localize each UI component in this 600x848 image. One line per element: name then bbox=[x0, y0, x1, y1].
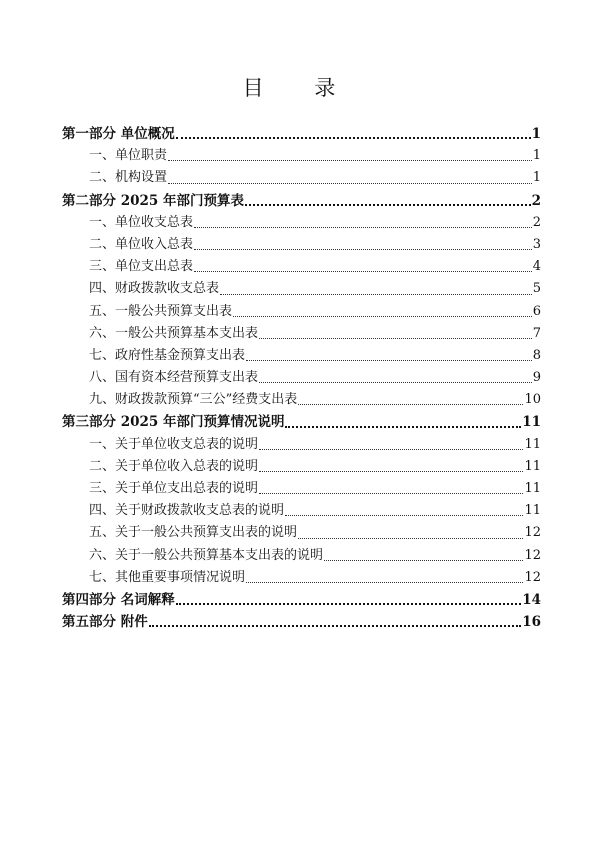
toc-entry-label: 七、其他重要事项情况说明 bbox=[89, 569, 246, 585]
toc-subsection-entry[interactable] bbox=[62, 522, 541, 544]
toc-entry-label: 三、单位支出总表 bbox=[89, 259, 194, 275]
toc-subsection-entry[interactable] bbox=[62, 301, 541, 323]
toc-entry-label: 第四部分 名词解释 bbox=[62, 591, 175, 608]
toc-page-number: 10 bbox=[524, 392, 541, 408]
toc-subsection-entry[interactable] bbox=[62, 478, 541, 500]
toc-entry-label: 六、关于一般公共预算基本支出表的说明 bbox=[89, 547, 324, 563]
toc-section-entry[interactable] bbox=[62, 123, 541, 145]
toc-subsection-entry[interactable] bbox=[62, 367, 541, 389]
toc-page-number: 11 bbox=[522, 414, 541, 431]
toc-page-number: 9 bbox=[532, 370, 541, 386]
toc-dot-leader bbox=[259, 492, 523, 494]
toc-entry-label: 三、关于单位支出总表的说明 bbox=[89, 481, 259, 496]
toc-entry-label: 二、机构设置 bbox=[89, 170, 168, 186]
toc-page-number: 4 bbox=[532, 259, 541, 275]
toc-subsection-entry[interactable] bbox=[62, 323, 541, 345]
toc-dot-leader bbox=[149, 624, 522, 627]
toc-subsection-entry[interactable] bbox=[62, 434, 541, 456]
toc-entry-label: 五、关于一般公共预算支出表的说明 bbox=[89, 525, 298, 541]
toc-entry-label: 一、单位职责 bbox=[89, 148, 168, 164]
toc-dot-leader bbox=[168, 159, 532, 161]
toc-entry-label: 五、一般公共预算支出表 bbox=[89, 303, 233, 319]
toc-subsection-entry[interactable] bbox=[62, 567, 541, 589]
toc-page-number: 7 bbox=[532, 325, 541, 341]
toc-entry-label: 七、政府性基金预算支出表 bbox=[89, 347, 246, 363]
toc-subsection-entry[interactable] bbox=[62, 234, 541, 256]
toc-section-entry[interactable] bbox=[62, 411, 541, 433]
toc-dot-leader bbox=[245, 203, 531, 206]
toc-entry-label: 九、财政拨款预算“三公”经费支出表 bbox=[89, 392, 298, 408]
toc-entry-label: 八、国有资本经营预算支出表 bbox=[89, 370, 259, 386]
toc-page-number: 6 bbox=[532, 303, 541, 319]
toc-page-number: 8 bbox=[532, 347, 541, 363]
toc-entry-label: 二、关于单位收入总表的说明 bbox=[89, 458, 259, 474]
toc-entry-label: 四、财政拨款收支总表 bbox=[89, 281, 220, 297]
page-title: 目 录 bbox=[242, 76, 358, 100]
toc-dot-leader bbox=[176, 136, 531, 139]
toc-subsection-entry[interactable] bbox=[62, 212, 541, 234]
toc-subsection-entry[interactable] bbox=[62, 500, 541, 522]
toc-subsection-entry[interactable] bbox=[62, 167, 541, 189]
toc-dot-leader bbox=[324, 559, 523, 561]
toc-dot-leader bbox=[259, 448, 523, 450]
toc-page-number: 1 bbox=[531, 126, 541, 142]
toc-subsection-entry[interactable] bbox=[62, 256, 541, 278]
toc-dot-leader bbox=[194, 248, 532, 250]
toc-entry-label: 四、关于财政拨款收支总表的说明 bbox=[89, 503, 285, 519]
toc-dot-leader bbox=[194, 226, 532, 228]
toc-dot-leader bbox=[259, 381, 532, 383]
toc-dot-leader bbox=[259, 470, 523, 472]
toc-page-number: 2 bbox=[532, 214, 541, 230]
toc-page-number: 12 bbox=[524, 569, 541, 585]
toc-page-number: 12 bbox=[524, 547, 541, 563]
toc-page-number: 14 bbox=[522, 591, 541, 608]
toc-subsection-entry[interactable] bbox=[62, 545, 541, 567]
toc-page-number: 16 bbox=[522, 614, 541, 631]
toc-dot-leader bbox=[246, 359, 532, 361]
toc-dot-leader bbox=[220, 293, 532, 295]
toc-page-number: 2 bbox=[531, 192, 541, 209]
toc-page-number: 12 bbox=[524, 525, 541, 541]
toc-subsection-entry[interactable] bbox=[62, 389, 541, 411]
toc-entry-label: 第二部分 2025 年部门预算表 bbox=[62, 192, 244, 209]
toc-section-entry[interactable] bbox=[62, 611, 541, 633]
toc-dot-leader bbox=[285, 425, 521, 428]
toc-page-number: 11 bbox=[524, 458, 541, 474]
toc-entry-label: 第五部分 附件 bbox=[62, 614, 148, 631]
toc-dot-leader bbox=[246, 581, 523, 583]
toc-dot-leader bbox=[233, 315, 532, 317]
toc-subsection-entry[interactable] bbox=[62, 278, 541, 300]
toc-dot-leader bbox=[298, 537, 523, 539]
toc-section-entry[interactable] bbox=[62, 589, 541, 611]
toc-page-number: 5 bbox=[532, 281, 541, 297]
toc-dot-leader bbox=[168, 182, 532, 184]
toc-dot-leader bbox=[285, 514, 523, 516]
toc-subsection-entry[interactable] bbox=[62, 345, 541, 367]
toc-subsection-entry[interactable] bbox=[62, 456, 541, 478]
toc-dot-leader bbox=[176, 602, 522, 605]
toc-entry-label: 一、单位收支总表 bbox=[89, 214, 194, 230]
toc-page-number: 3 bbox=[532, 236, 541, 252]
toc-entry-label: 第一部分 单位概况 bbox=[62, 126, 175, 142]
table-of-contents bbox=[62, 123, 541, 633]
toc-page-number: 11 bbox=[524, 503, 541, 519]
toc-section-entry[interactable] bbox=[62, 190, 541, 212]
toc-subsection-entry[interactable] bbox=[62, 145, 541, 167]
toc-dot-leader bbox=[194, 270, 532, 272]
toc-entry-label: 二、单位收入总表 bbox=[89, 236, 194, 252]
toc-entry-label: 第三部分 2025 年部门预算情况说明 bbox=[62, 414, 285, 431]
toc-page-number: 1 bbox=[532, 148, 541, 164]
toc-dot-leader bbox=[298, 403, 523, 405]
toc-page-number: 11 bbox=[524, 481, 541, 496]
toc-dot-leader bbox=[259, 337, 532, 339]
toc-page-number: 11 bbox=[524, 436, 541, 452]
toc-entry-label: 一、关于单位收支总表的说明 bbox=[89, 436, 259, 452]
toc-page-number: 1 bbox=[532, 170, 541, 186]
toc-entry-label: 六、一般公共预算基本支出表 bbox=[89, 325, 259, 341]
